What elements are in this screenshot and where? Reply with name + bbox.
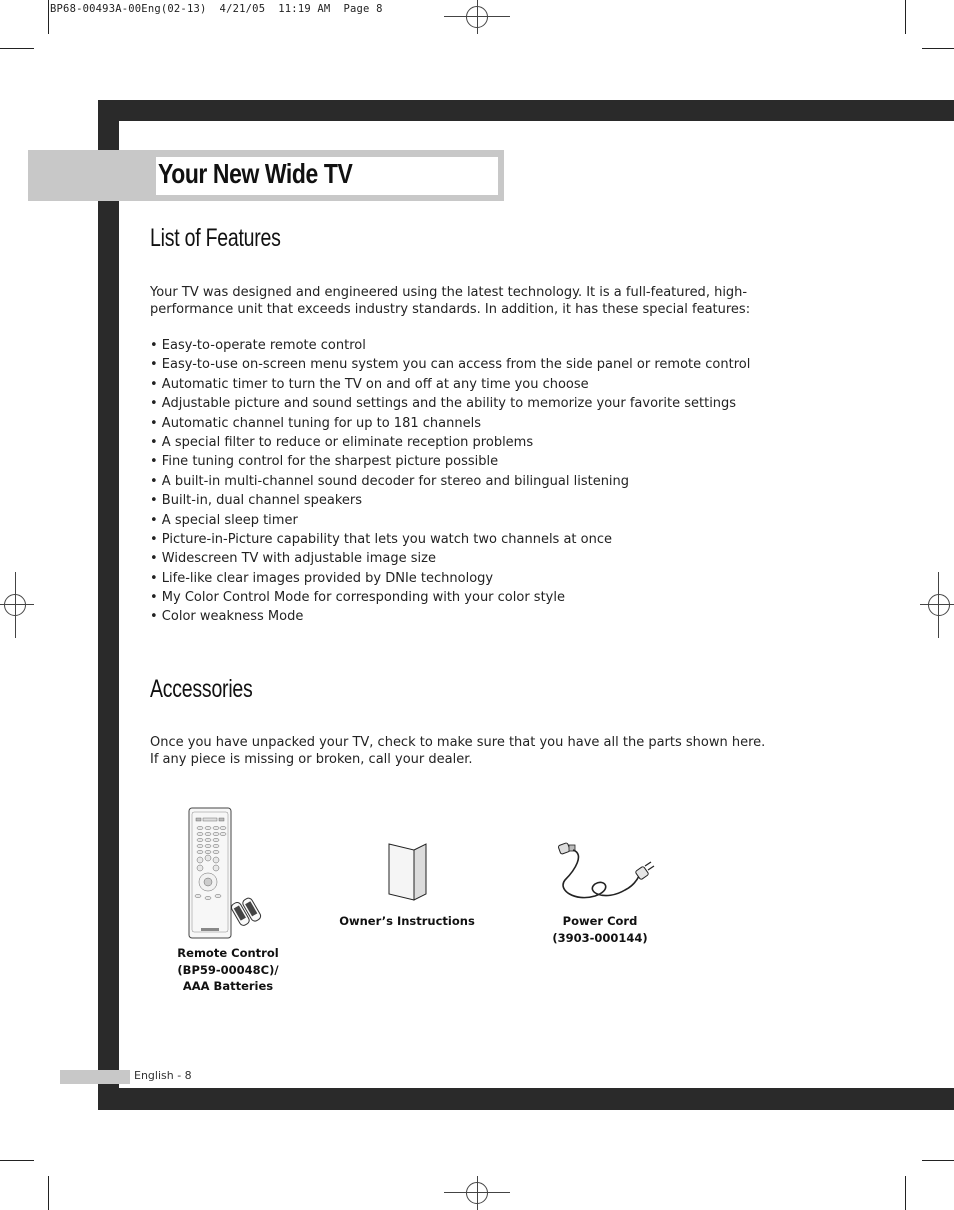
page-title: Your New Wide TV (158, 158, 353, 189)
remote-caption-line1: Remote Control (177, 946, 279, 960)
list-item: • Easy-to-operate remote control (150, 338, 366, 353)
list-item: • Built-in, dual channel speakers (150, 493, 363, 509)
manual-icon (386, 842, 430, 902)
features-intro: Your TV was designed and engineered using the latest technology. It is a full-featured, high-performance unit that exceeds industry standards. In addition, it has these special features: (150, 285, 751, 317)
accessories-heading: Accessories (150, 675, 253, 703)
list-item: • A built-in multi-channel sound decoder for stereo and bilingual listening (150, 473, 630, 489)
accessories-intro-line2: If any piece is missing or broken, call your dealer. (150, 752, 473, 767)
power-cord-caption (530, 913, 670, 946)
accessories-intro-line1: Once you have unpacked your TV, check to make sure that you have all the parts shown here. (150, 735, 766, 750)
page-number: English - 8 (134, 1069, 192, 1082)
list-item: • A special sleep timer (150, 512, 298, 528)
remote-caption (158, 945, 298, 995)
list-item: • Color weakness Mode (150, 609, 304, 625)
print-header: BP68-00493A-00Eng(02-13) 4/21/05 11:19 AM Page 8 (50, 3, 383, 15)
remote-caption-line2: (BP59-00048C)/ (177, 962, 279, 977)
page-frame-top (98, 100, 954, 121)
page-frame-bottom (119, 1088, 954, 1110)
remote-caption-line3: AAA Batteries (182, 979, 274, 993)
list-item: • A special filter to reduce or eliminate reception problems (150, 434, 534, 450)
list-item: • Widescreen TV with adjustable image size (150, 551, 436, 567)
footer-bar (60, 1070, 130, 1084)
list-item: • Automatic timer to turn the TV on and off at any time you choose (150, 376, 589, 392)
power-cord-icon (555, 840, 655, 906)
features-heading: List of Features (150, 224, 281, 252)
remote-control-icon (186, 806, 270, 942)
list-item: • My Color Control Mode for corresponding with your color style (150, 590, 565, 606)
manual-caption: Owner’s Instructions (339, 914, 475, 928)
power-cord-caption-line1: Power Cord (562, 914, 638, 928)
list-item: • Easy-to-use on-screen menu system you can access from the side panel or remote control (150, 357, 751, 373)
list-item: • Fine tuning control for the sharpest picture possible (150, 454, 499, 470)
list-item: • Automatic channel tuning for up to 181 channels (150, 415, 481, 431)
features-list (150, 336, 750, 627)
list-item: • Picture-in-Picture capability that lets you watch two channels at once (150, 531, 612, 547)
list-item: • Life-like clear images provided by DNIe technology (150, 570, 494, 586)
list-item: • Adjustable picture and sound settings and the ability to memorize your favorite settings (150, 396, 737, 412)
power-cord-caption-line2: (3903-000144) (552, 930, 648, 945)
page-frame-left (98, 100, 119, 1110)
